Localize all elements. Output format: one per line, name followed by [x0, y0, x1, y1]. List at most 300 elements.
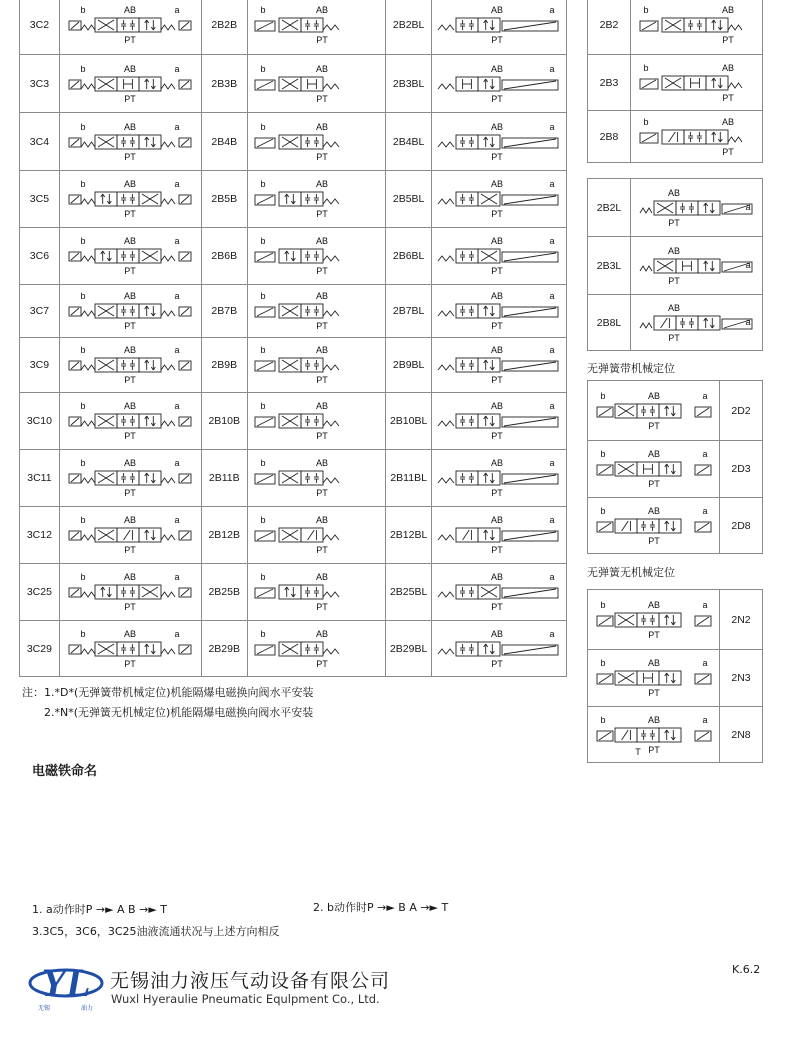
- valveL-8-label-a: a: [549, 458, 555, 468]
- valveL-10-label-a: a: [549, 572, 555, 582]
- code-2-cell: 2B11B: [201, 450, 247, 507]
- valveB-6-label-b: b: [260, 345, 266, 355]
- detent-function-table: [587, 380, 763, 554]
- note-line-2: 2.*N*(无弹簧无机械定位)机能隔爆电磁换向阀水平安装: [44, 706, 314, 719]
- valve3-0-label-pt: PT: [124, 34, 137, 45]
- valveB-7-label-ab: AB: [316, 401, 329, 411]
- valveL-0-label-pt: PT: [491, 34, 503, 45]
- valveB-10-label-ab: AB: [316, 572, 329, 582]
- table_n-2-label-ab: AB: [647, 714, 660, 725]
- valve3-3-label-pt: PT: [124, 209, 137, 219]
- logo-small-right: 油力: [81, 1005, 94, 1012]
- code-3-cell: 3C10: [20, 393, 60, 450]
- valveL-4-symbol: [434, 234, 564, 278]
- company-logo: [26, 958, 106, 1012]
- company-name-zh: 无锡油力液压气动设备有限公司: [110, 970, 391, 992]
- valveL-2-symbol: [434, 120, 564, 164]
- table_n-0-label-b: b: [599, 599, 606, 610]
- function-row: [20, 113, 567, 171]
- code-2l-cell: 2B6BL: [386, 228, 432, 285]
- table_d-1-label-ab: AB: [647, 449, 660, 459]
- valveL-5-symbol: [434, 289, 564, 333]
- symL-cell: [432, 338, 567, 393]
- valveB-5-label-b: b: [260, 291, 266, 301]
- code-3-cell: 3C25: [20, 564, 60, 621]
- code-2l-cell: 2B10BL: [386, 393, 432, 450]
- valveL-3-label-a: a: [549, 179, 555, 189]
- valveB-2-label-b: b: [260, 121, 266, 132]
- valve3-3-label-ab: AB: [124, 179, 137, 189]
- function-row: [588, 295, 763, 351]
- valveL-10-label-ab: AB: [491, 572, 504, 582]
- valveB-7-label-b: b: [260, 401, 266, 411]
- table_n-1-label-a: a: [701, 658, 708, 668]
- function-code-cell: 2B2: [588, 0, 631, 55]
- valve3-7-label-pt: PT: [124, 431, 137, 441]
- table_d-2-label-b: b: [599, 505, 606, 516]
- valve3-4-label-b: b: [80, 236, 86, 246]
- valve3-0-label-ab: AB: [124, 4, 137, 15]
- code-2l-cell: 2B29BL: [386, 621, 432, 677]
- function-code-cell: 2D3: [720, 441, 763, 498]
- valve3-0-label-b: b: [80, 4, 86, 15]
- valveB-11-symbol: [251, 627, 381, 671]
- code-2l-cell: 2B9BL: [386, 338, 432, 393]
- table_d-1-label-b: b: [599, 449, 606, 459]
- valveB-11-label-b: b: [260, 628, 266, 639]
- valveL-7-label-pt: PT: [491, 431, 503, 441]
- function-row: [588, 441, 763, 498]
- valve3-7-label-ab: AB: [124, 401, 137, 411]
- symL-cell: [432, 621, 567, 677]
- valveB-3-label-pt: PT: [316, 209, 329, 219]
- symL-cell: [432, 228, 567, 285]
- valveB-9-symbol: [251, 513, 381, 557]
- valveB-9-label-ab: AB: [316, 515, 329, 525]
- valve3-9-symbol: [65, 513, 195, 557]
- table_n-1-label-pt: PT: [647, 688, 660, 698]
- valveB-3-label-ab: AB: [316, 179, 329, 189]
- valveB-5-label-pt: PT: [316, 321, 329, 331]
- symL-cell: [432, 564, 567, 621]
- valveB-3-symbol: [251, 177, 381, 221]
- valveL-0-symbol: [434, 3, 564, 47]
- valveB-4-symbol: [251, 234, 381, 278]
- table_right_top-2-label-pt: PT: [721, 146, 734, 157]
- function-row: [20, 450, 567, 507]
- table_right_top-1-symbol: [638, 61, 756, 105]
- valveL-11-label-pt: PT: [491, 658, 503, 669]
- code-3-cell: 3C6: [20, 228, 60, 285]
- valveL-3-label-pt: PT: [491, 209, 503, 219]
- symL-cell: [432, 393, 567, 450]
- code-3-cell: 3C5: [20, 171, 60, 228]
- table_right_top-0-symbol: [638, 3, 756, 47]
- valveL-6-label-pt: PT: [491, 375, 503, 385]
- valve3-0-symbol: [65, 3, 195, 47]
- valveB-6-label-ab: AB: [316, 345, 329, 355]
- table_right_l-1-symbol: [638, 244, 756, 288]
- symB-cell: [247, 338, 385, 393]
- valve3-1-label-pt: PT: [124, 93, 137, 104]
- table_d-0-symbol: [595, 389, 713, 433]
- table_right_top-1-label-pt: PT: [721, 92, 734, 103]
- valveL-10-label-pt: PT: [491, 602, 503, 612]
- right-l-function-table: [587, 178, 763, 351]
- code-2-cell: 2B29B: [201, 621, 247, 677]
- valve3-6-label-b: b: [80, 345, 86, 355]
- symbol-cell: [588, 590, 720, 650]
- symB-cell: [247, 55, 385, 113]
- function-row: [588, 0, 763, 55]
- sym3-cell: [59, 621, 201, 677]
- page-id: K.6.2: [732, 963, 761, 976]
- logo-small-left: 无锡: [38, 1005, 51, 1012]
- function-row: [588, 55, 763, 111]
- symB-cell: [247, 171, 385, 228]
- table_n-0-label-a: a: [701, 599, 708, 610]
- valveB-10-label-pt: PT: [316, 602, 329, 612]
- table_right_l-2-label-ab: AB: [667, 302, 680, 313]
- function-row: [20, 338, 567, 393]
- symL-cell: [432, 0, 567, 55]
- valve3-4-label-pt: PT: [124, 266, 137, 276]
- symbol-cell: [631, 179, 763, 237]
- valve3-1-label-a: a: [174, 63, 180, 74]
- table_right_l-0-label-a: a: [744, 201, 751, 212]
- function-row: [588, 111, 763, 163]
- symbol-cell: [631, 295, 763, 351]
- code-2l-cell: 2B5BL: [386, 171, 432, 228]
- valve3-10-label-a: a: [174, 572, 180, 582]
- valveL-4-label-ab: AB: [491, 236, 504, 246]
- code-3-cell: 3C2: [20, 0, 60, 55]
- valveL-9-symbol: [434, 513, 564, 557]
- table_right_l-1-label-pt: PT: [667, 275, 680, 286]
- sym3-cell: [59, 507, 201, 564]
- valveL-11-label-ab: AB: [491, 628, 504, 639]
- caption-detent: 无弹簧带机械定位: [587, 362, 675, 375]
- function-row: [20, 228, 567, 285]
- sym3-cell: [59, 450, 201, 507]
- table_d-1-symbol: [595, 447, 713, 491]
- table_right_top-2-symbol: [638, 115, 756, 159]
- symB-cell: [247, 113, 385, 171]
- code-2-cell: 2B5B: [201, 171, 247, 228]
- table_right_l-0-label-ab: AB: [667, 187, 680, 198]
- valveB-0-label-pt: PT: [316, 34, 329, 45]
- valveL-6-symbol: [434, 343, 564, 387]
- valveB-1-label-pt: PT: [316, 93, 329, 104]
- valve3-5-label-b: b: [80, 291, 86, 301]
- logo-emblem: [26, 958, 106, 1012]
- valve3-10-symbol: [65, 570, 195, 614]
- table_n-0-label-pt: PT: [647, 629, 660, 640]
- valve3-2-label-ab: AB: [124, 121, 137, 132]
- code-2-cell: 2B2B: [201, 0, 247, 55]
- symB-cell: [247, 228, 385, 285]
- valve3-8-label-b: b: [80, 458, 86, 468]
- valveB-11-label-ab: AB: [316, 628, 329, 639]
- table_d-2-label-a: a: [701, 505, 708, 516]
- valveB-8-symbol: [251, 456, 381, 500]
- table_n-2-label-pt: PT: [647, 744, 660, 755]
- symB-cell: [247, 285, 385, 338]
- valveL-5-label-a: a: [549, 291, 555, 301]
- symB-cell: [247, 450, 385, 507]
- valveL-3-symbol: [434, 177, 564, 221]
- valve3-7-label-a: a: [174, 401, 180, 411]
- valveL-11-label-a: a: [549, 628, 555, 639]
- valveB-9-label-pt: PT: [316, 545, 329, 555]
- valveL-7-label-ab: AB: [491, 401, 504, 411]
- valve3-3-label-b: b: [80, 179, 86, 189]
- table_right_l-1-label-ab: AB: [667, 245, 680, 256]
- valveB-10-symbol: [251, 570, 381, 614]
- valve3-7-label-b: b: [80, 401, 86, 411]
- valve3-8-label-ab: AB: [124, 458, 137, 468]
- sym3-cell: [59, 338, 201, 393]
- main-function-table: [19, 0, 567, 677]
- valveL-4-label-pt: PT: [491, 266, 503, 276]
- table_n-0-symbol: [595, 598, 713, 642]
- table_n-2-label-a: a: [701, 714, 708, 725]
- symB-cell: [247, 0, 385, 55]
- symL-cell: [432, 171, 567, 228]
- valve3-3-label-a: a: [174, 179, 180, 189]
- function-code-cell: 2D2: [720, 381, 763, 441]
- code-2l-cell: 2B7BL: [386, 285, 432, 338]
- code-2l-cell: 2B12BL: [386, 507, 432, 564]
- valve3-7-symbol: [65, 399, 195, 443]
- valve3-9-label-b: b: [80, 515, 86, 525]
- valveL-8-label-pt: PT: [491, 488, 503, 498]
- code-2l-cell: 2B2BL: [386, 0, 432, 55]
- table_n-0-label-ab: AB: [647, 599, 660, 610]
- valveL-1-label-ab: AB: [491, 63, 504, 74]
- valve3-4-symbol: [65, 234, 195, 278]
- valveL-9-label-pt: PT: [491, 545, 503, 555]
- code-3-cell: 3C4: [20, 113, 60, 171]
- valve3-8-label-a: a: [174, 458, 180, 468]
- table_d-0-label-ab: AB: [647, 390, 660, 401]
- valveB-6-label-pt: PT: [316, 375, 329, 385]
- code-2l-cell: 2B3BL: [386, 55, 432, 113]
- valveB-0-symbol: [251, 3, 381, 47]
- function-code-cell: 2N3: [720, 650, 763, 707]
- table_right_top-0-label-b: b: [642, 4, 649, 15]
- sym3-cell: [59, 0, 201, 55]
- valve3-2-label-b: b: [80, 121, 86, 132]
- valve3-8-label-pt: PT: [124, 488, 137, 498]
- valve3-10-label-pt: PT: [124, 602, 137, 612]
- valveL-5-label-pt: PT: [491, 321, 503, 331]
- right-top-function-table: [587, 0, 763, 163]
- valve3-5-label-pt: PT: [124, 321, 137, 331]
- sym3-cell: [59, 228, 201, 285]
- valve3-5-label-a: a: [174, 291, 180, 301]
- valveL-7-label-a: a: [549, 401, 555, 411]
- valveB-1-label-b: b: [260, 63, 266, 74]
- code-3-cell: 3C7: [20, 285, 60, 338]
- valveB-5-symbol: [251, 289, 381, 333]
- valveL-8-symbol: [434, 456, 564, 500]
- sym3-cell: [59, 55, 201, 113]
- valve3-11-label-b: b: [80, 628, 86, 639]
- table_d-2-label-pt: PT: [647, 535, 660, 546]
- sym3-cell: [59, 113, 201, 171]
- valve3-2-symbol: [65, 120, 195, 164]
- table_right_l-2-label-pt: PT: [667, 332, 680, 343]
- valve3-4-label-a: a: [174, 236, 180, 246]
- valve3-6-label-a: a: [174, 345, 180, 355]
- valveB-1-label-ab: AB: [316, 63, 329, 74]
- valve3-5-symbol: [65, 289, 195, 333]
- function-row: [20, 55, 567, 113]
- code-3-cell: 3C29: [20, 621, 60, 677]
- valveL-0-label-ab: AB: [491, 4, 504, 15]
- function-row: [588, 381, 763, 441]
- valveL-6-label-a: a: [549, 345, 555, 355]
- table_right_l-0-symbol: [638, 186, 756, 230]
- valveB-8-label-ab: AB: [316, 458, 329, 468]
- symbol-cell: [588, 381, 720, 441]
- sym3-cell: [59, 393, 201, 450]
- valve3-9-label-ab: AB: [124, 515, 137, 525]
- valve3-2-label-a: a: [174, 121, 180, 132]
- note-line-1: 注：1.*D*(无弹簧带机械定位)机能隔爆电磁换向阀水平安装: [22, 686, 314, 699]
- sym3-cell: [59, 564, 201, 621]
- valve3-11-label-pt: PT: [124, 658, 137, 669]
- function-row: [20, 507, 567, 564]
- symbol-cell: [588, 441, 720, 498]
- caption-no-detent: 无弹簧无机械定位: [587, 566, 675, 579]
- company-name-en: Wuxl Hyeraulie Pneumatic Equlpment Co., Ltd.: [111, 992, 380, 1006]
- code-2l-cell: 2B4BL: [386, 113, 432, 171]
- valveB-0-label-ab: AB: [316, 4, 329, 15]
- code-3-cell: 3C3: [20, 55, 60, 113]
- valve3-6-symbol: [65, 343, 195, 387]
- valveB-4-label-ab: AB: [316, 236, 329, 246]
- function-code-cell: 2B2L: [588, 179, 631, 237]
- table_n-1-label-b: b: [599, 658, 606, 668]
- symL-cell: [432, 113, 567, 171]
- valveB-0-label-b: b: [260, 4, 266, 15]
- function-row: [588, 237, 763, 295]
- symL-cell: [432, 450, 567, 507]
- valve3-3-symbol: [65, 177, 195, 221]
- valveB-9-label-b: b: [260, 515, 266, 525]
- code-2-cell: 2B10B: [201, 393, 247, 450]
- valve3-9-label-pt: PT: [124, 545, 137, 555]
- valveL-11-symbol: [434, 627, 564, 671]
- valveL-4-label-a: a: [549, 236, 555, 246]
- valve3-6-label-pt: PT: [124, 375, 137, 385]
- function-code-cell: 2N8: [720, 707, 763, 763]
- valveB-6-symbol: [251, 343, 381, 387]
- table_d-1-label-pt: PT: [647, 479, 660, 489]
- valveL-9-label-ab: AB: [491, 515, 504, 525]
- valveL-1-symbol: [434, 62, 564, 106]
- function-row: [20, 621, 567, 677]
- valve3-8-symbol: [65, 456, 195, 500]
- valve3-10-label-ab: AB: [124, 572, 137, 582]
- table_right_top-2-label-b: b: [642, 116, 649, 127]
- valveB-8-label-b: b: [260, 458, 266, 468]
- symB-cell: [247, 507, 385, 564]
- function-code-cell: 2N2: [720, 590, 763, 650]
- valveL-2-label-pt: PT: [491, 151, 503, 162]
- function-row: [20, 171, 567, 228]
- valveL-7-symbol: [434, 399, 564, 443]
- symbol-cell: [588, 650, 720, 707]
- valveL-3-label-ab: AB: [491, 179, 504, 189]
- valve3-2-label-pt: PT: [124, 151, 137, 162]
- code-2-cell: 2B12B: [201, 507, 247, 564]
- code-3-cell: 3C11: [20, 450, 60, 507]
- symB-cell: [247, 621, 385, 677]
- valveB-3-label-b: b: [260, 179, 266, 189]
- sym3-cell: [59, 171, 201, 228]
- function-code-cell: 2D8: [720, 498, 763, 554]
- section-heading: 电磁铁命名: [32, 764, 98, 779]
- table_n-1-label-ab: AB: [647, 658, 660, 668]
- code-2-cell: 2B4B: [201, 113, 247, 171]
- symbol-cell: [631, 0, 763, 55]
- code-2-cell: 2B3B: [201, 55, 247, 113]
- code-2-cell: 2B6B: [201, 228, 247, 285]
- valveB-5-label-ab: AB: [316, 291, 329, 301]
- valveB-1-symbol: [251, 62, 381, 106]
- code-3-cell: 3C9: [20, 338, 60, 393]
- symbol-cell: [631, 111, 763, 163]
- code-2l-cell: 2B11BL: [386, 450, 432, 507]
- symbol-cell: [631, 237, 763, 295]
- code-3-cell: 3C12: [20, 507, 60, 564]
- function-row: [20, 393, 567, 450]
- table_right_top-2-label-ab: AB: [721, 116, 734, 127]
- valveB-2-symbol: [251, 120, 381, 164]
- function-code-cell: 2B8: [588, 111, 631, 163]
- no-detent-function-table: [587, 589, 763, 763]
- symbol-cell: [631, 55, 763, 111]
- valveL-10-symbol: [434, 570, 564, 614]
- valve3-11-symbol: [65, 627, 195, 671]
- valveL-1-label-a: a: [549, 63, 555, 74]
- table_d-0-label-b: b: [599, 390, 606, 401]
- function-row: [588, 590, 763, 650]
- valveB-7-symbol: [251, 399, 381, 443]
- table_right_l-0-label-pt: PT: [667, 217, 680, 228]
- valveB-4-label-b: b: [260, 236, 266, 246]
- table_right_l-2-symbol: [638, 301, 756, 345]
- function-row: [588, 707, 763, 763]
- valveB-11-label-pt: PT: [316, 658, 329, 669]
- code-2-cell: 2B7B: [201, 285, 247, 338]
- valveL-5-label-ab: AB: [491, 291, 504, 301]
- symB-cell: [247, 393, 385, 450]
- action-a-text: 1. a动作时P →► A B →► T: [32, 903, 167, 916]
- action-b-text: 2. b动作时P →► B A →► T: [313, 901, 449, 914]
- symbol-cell: [588, 498, 720, 554]
- logo-letters: YL: [41, 960, 91, 1005]
- table_n-2-label-t: T: [634, 746, 641, 757]
- valve3-0-label-a: a: [174, 4, 180, 15]
- symL-cell: [432, 285, 567, 338]
- valveB-2-label-ab: AB: [316, 121, 329, 132]
- valveL-0-label-a: a: [549, 4, 555, 15]
- symbol-cell: [588, 707, 720, 763]
